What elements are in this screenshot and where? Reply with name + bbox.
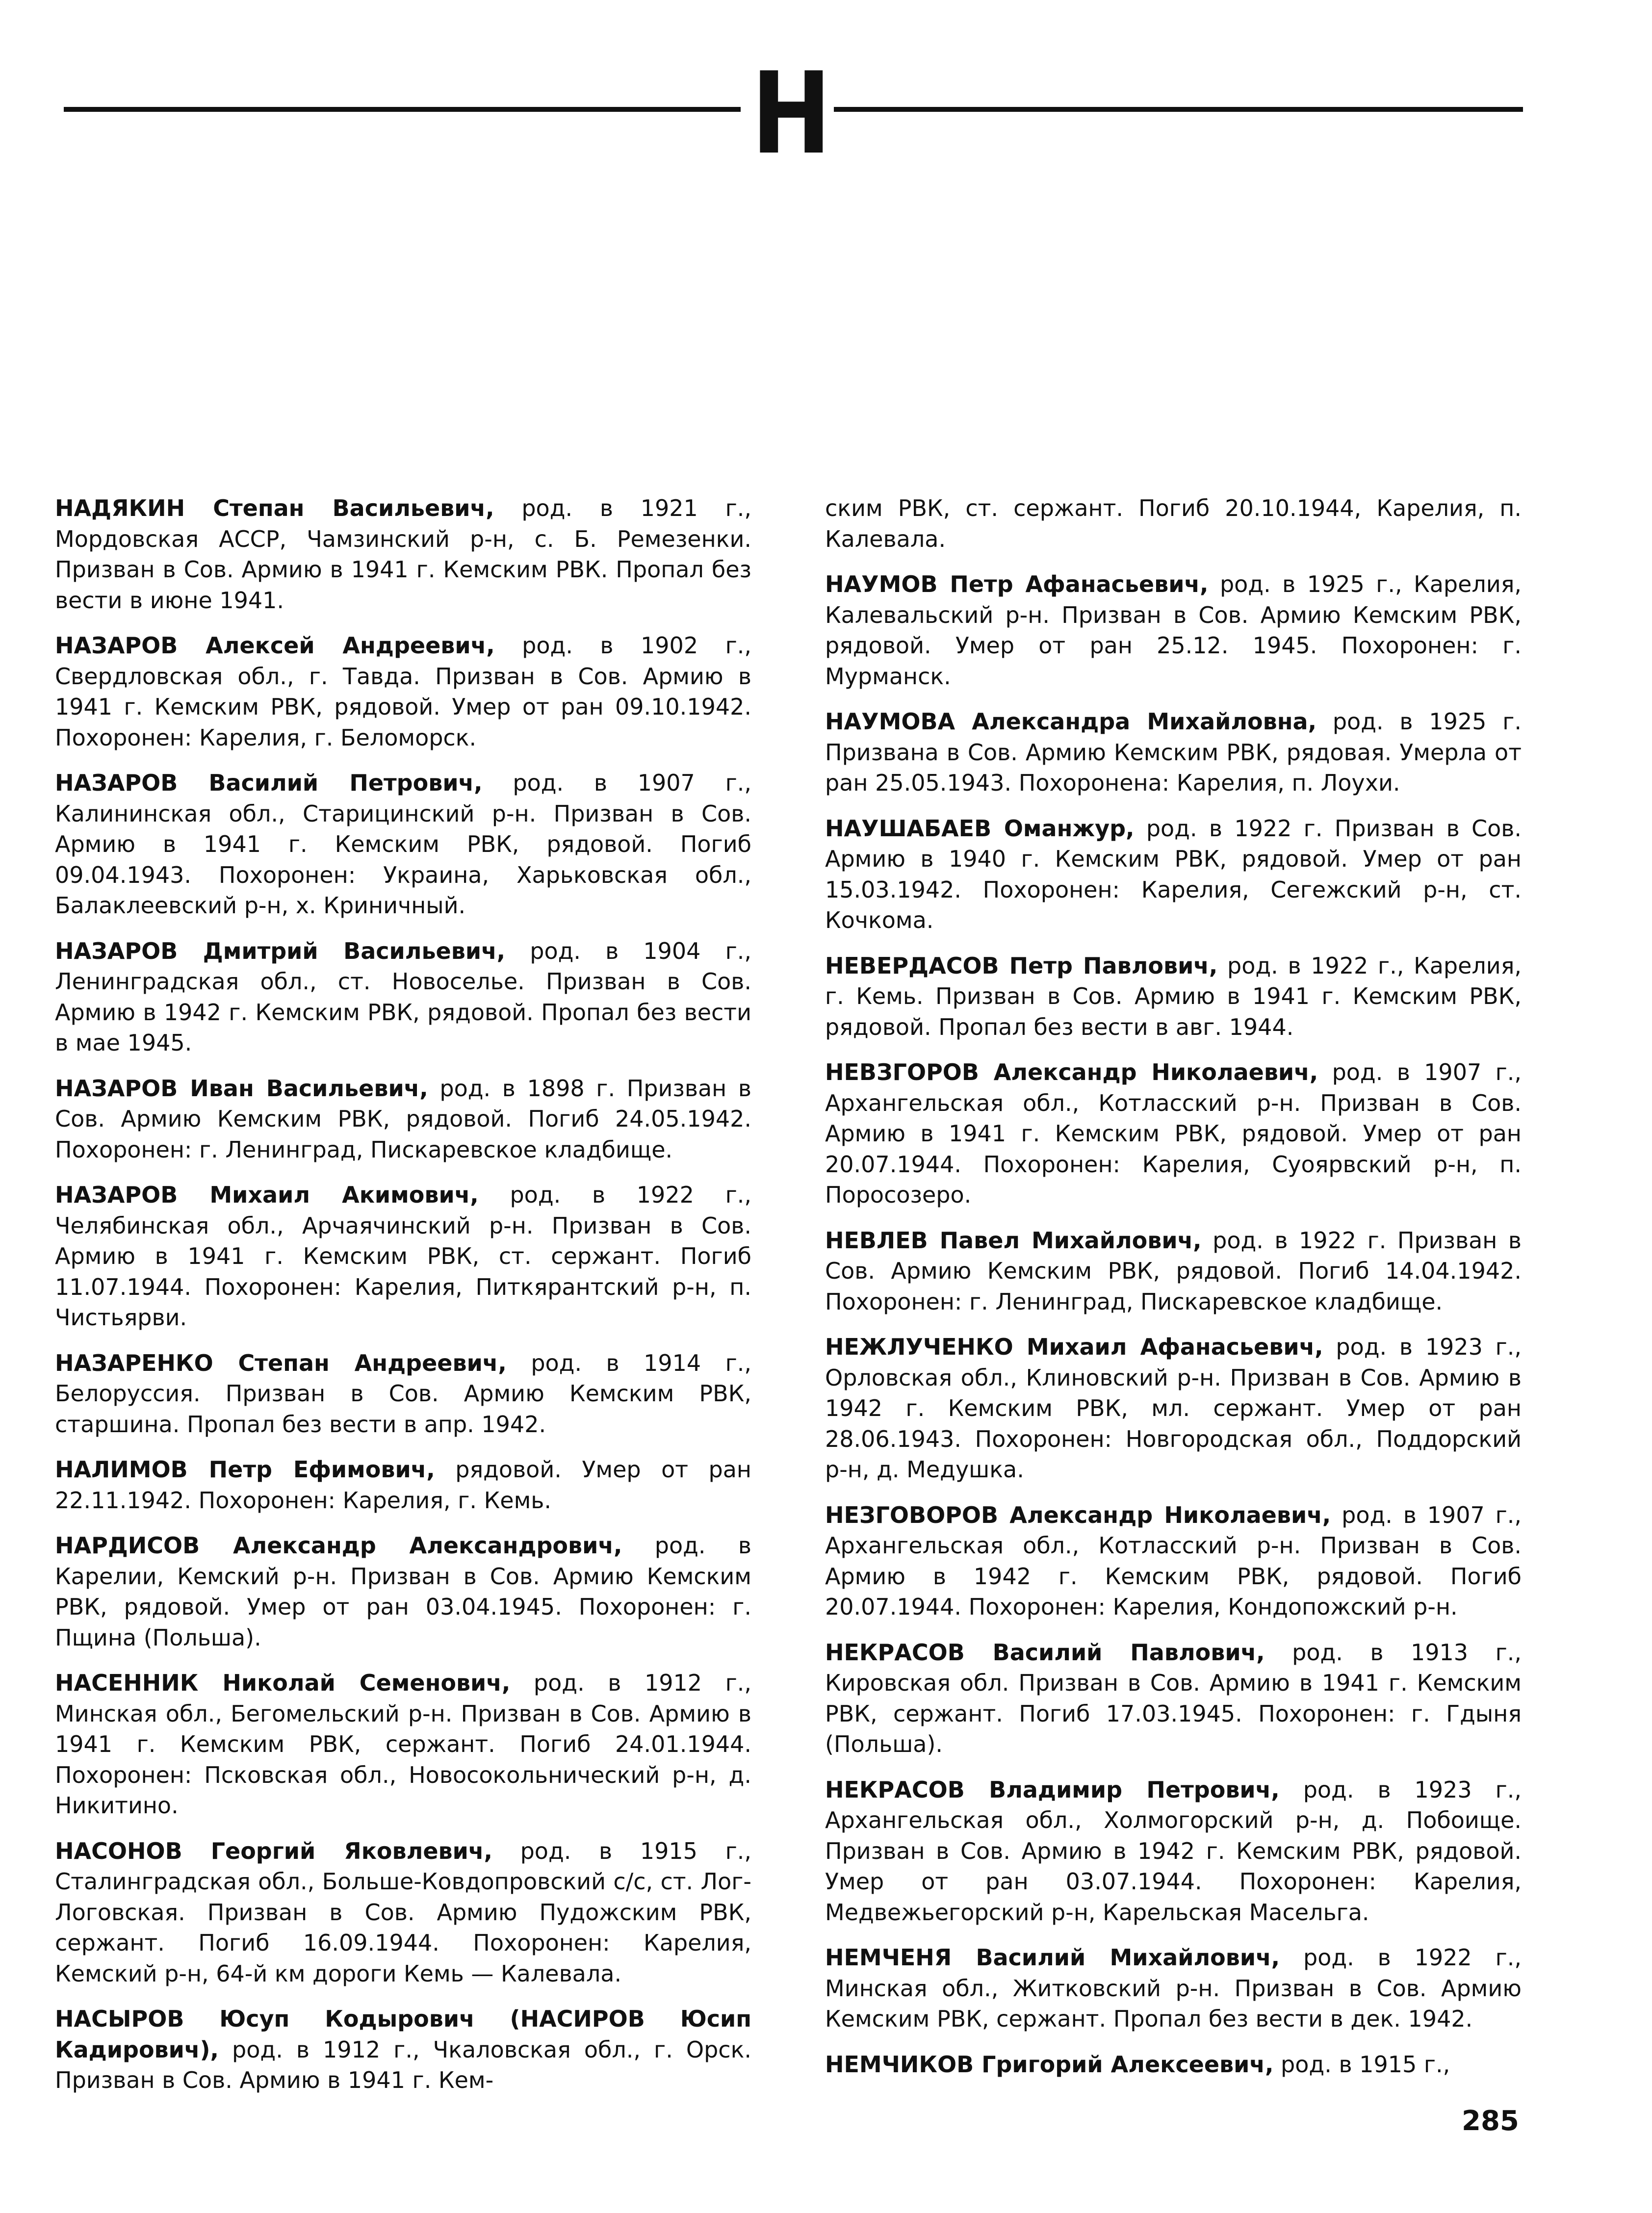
entry-name: НЕВЗГОРОВ Александр Николаевич, [825, 1059, 1318, 1085]
entry-name: НАУШАБАЕВ Оманжур, [825, 815, 1135, 842]
entry-name: НАЗАРОВ Иван Васильевич, [55, 1075, 428, 1102]
entry-name: НАЗАРЕНКО Степан Андреевич, [55, 1349, 507, 1376]
section-letter: Н [751, 49, 832, 180]
entry-text: род. в 1925 г., Карелия, Калевальский р-н. Призван в Сов. Армию Кемским РВК, рядовой. Умер от ран 25.12. 1945. Похоронен: г. Мурманск. [825, 571, 1522, 690]
entry-name: НАСОНОВ Георгий Яковлевич, [55, 1837, 492, 1864]
right-column [825, 493, 1522, 2094]
entry-name: НАЗАРОВ Василий Петрович, [55, 770, 483, 796]
entry-name: НЕМЧИКОВ Григорий Алексеевич, [825, 2051, 1274, 2078]
entry [825, 706, 1522, 798]
entry [55, 1668, 751, 1821]
entry-name: НАЗАРОВ Алексей Андреевич, [55, 632, 495, 659]
entry-text: род. в 1898 г. Призван в Сов. Армию Кемским РВК, рядовой. Погиб 24.05.1942. Похоронен: г. Ленинград, Пискаревское кладбище. [55, 1075, 751, 1163]
entry-text: род. в 1912 г., Минская обл., Бегомельский р-н. Призван в Сов. Армию в 1941 г. Кемским РВК, сержант. Погиб 24.01.1944. Похоронен: Псковская обл., Новосокольнический р-н, д. Никитино. [55, 1670, 751, 1819]
entry-text: род. в 1923 г., Архангельская обл., Холмогорский р-н, д. Побоище. Призван в Сов. Армию в 1942 г. Кемским РВК, рядовой. Умер от ран 03.07.1944. Похоронен: Карелия, Медвежьегорский р-н, Карельская Масельга. [825, 1776, 1522, 1926]
entry [825, 2049, 1522, 2080]
entry [55, 2004, 751, 2096]
entry [55, 1348, 751, 1440]
entry-text: род. в 1907 г., Калининская обл., Старицинский р-н. Призван в Сов. Армию в 1941 г. Кемским РВК, рядовой. Погиб 09.04.1943. Похоронен: Украина, Харьковская обл., Балаклеевский р-н, х. Криничный. [55, 770, 751, 919]
entry-text: род. в 1923 г., Орловская обл., Клиновский р-н. Призван в Сов. Армию в 1942 г. Кемским РВК, мл. сержант. Умер от ран 28.06.1943. Похоронен: Новгородская обл., Поддорский р-н, д. Медушка. [825, 1334, 1522, 1483]
entry-text: ским РВК, ст. сержант. Погиб 20.10.1944, Карелия, п. Калевала. [825, 495, 1522, 552]
entry [825, 493, 1522, 554]
entry-name: НАСЫРОВ Юсуп Кодырович (НАСИРОВ Юсип Кадирович), [55, 2006, 751, 2063]
entry-text: род. в 1922 г., Карелия, г. Кемь. Призван в Сов. Армию в 1941 г. Кемским РВК, рядовой. Пропал без вести в авг. 1944. [825, 952, 1522, 1040]
header-rule-left [64, 107, 741, 112]
entry [825, 1500, 1522, 1622]
entry [825, 1637, 1522, 1760]
entry-text: род. в 1904 г., Ленинградская обл., ст. Новоселье. Призван в Сов. Армию в 1942 г. Кемским РВК, рядовой. Пропал без вести в мае 1945. [55, 937, 751, 1056]
entry-name: НАЗАРОВ Дмитрий Васильевич, [55, 937, 506, 964]
entry [825, 1775, 1522, 1928]
entry-name: НЕКРАСОВ Василий Павлович, [825, 1639, 1265, 1666]
entry-name: НАУМОВА Александра Михайловна, [825, 708, 1317, 735]
entry [55, 936, 751, 1058]
entry [55, 493, 751, 616]
entry-text: род. в 1922 г., Минская обл., Житковский р-н. Призван в Сов. Армию Кемским РВК, сержант. Пропал без вести в дек. 1942. [825, 1944, 1522, 2032]
entry-text: род. в 1902 г., Свердловская обл., г. Тавда. Призван в Сов. Армию в 1941 г. Кемским РВК, рядовой. Умер от ран 09.10.1942. Похоронен: Карелия, г. Беломорск. [55, 632, 751, 751]
entry [55, 1836, 751, 1989]
entry-name: НАДЯКИН Степан Васильевич, [55, 495, 494, 521]
entry [55, 1530, 751, 1653]
entry [55, 1454, 751, 1516]
entry-text: род. в 1925 г. Призвана в Сов. Армию Кемским РВК, рядовая. Умерла от ран 25.05.1943. Похоронена: Карелия, п. Лоухи. [825, 708, 1522, 796]
entry [55, 630, 751, 753]
page-number: 285 [1462, 2105, 1519, 2137]
entry-text: род. в 1922 г. Призван в Сов. Армию в 1940 г. Кемским РВК, рядовой. Умер от ран 15.03.1942. Похоронен: Карелия, Сегежский р-н, ст. Кочкома. [825, 815, 1522, 933]
entry-text: род. в 1913 г., Кировская обл. Призван в Сов. Армию в 1941 г. Кемским РВК, сержант. Погиб 17.03.1945. Похоронен: г. Гдыня (Польша). [825, 1639, 1522, 1757]
entry [825, 1057, 1522, 1210]
entry [825, 1942, 1522, 2034]
entry-name: НЕЖЛУЧЕНКО Михаил Афанасьевич, [825, 1334, 1323, 1360]
entry-name: НАЛИМОВ Петр Ефимович, [55, 1456, 435, 1483]
entry-name: НЕВЛЕВ Павел Михайлович, [825, 1227, 1202, 1254]
entry [825, 569, 1522, 692]
entry-text: род. в 1915 г., [1273, 2051, 1450, 2078]
entry-text: род. в 1914 г., Белоруссия. Призван в Сов. Армию Кемским РВК, старшина. Пропал без вести в апр. 1942. [55, 1349, 751, 1438]
entry [55, 768, 751, 921]
entry-text: род. в 1922 г. Призван в Сов. Армию Кемским РВК, рядовой. Погиб 14.04.1942. Похоронен: г. Ленинград, Пискаревское кладбище. [825, 1227, 1522, 1315]
entry-name: НЕМЧЕНЯ Василий Михайлович, [825, 1944, 1280, 1971]
entry [55, 1180, 751, 1333]
entry-name: НЕВЕРДАСОВ Петр Павлович, [825, 952, 1218, 979]
entry-name: НАУМОВ Петр Афанасьевич, [825, 571, 1209, 597]
entry-text: рядовой. Умер от ран 22.11.1942. Похоронен: Карелия, г. Кемь. [55, 1456, 752, 1514]
entry-text: род. в 1915 г., Сталинградская обл., Больше-Ковдопровский с/с, ст. Лог-Логовская. Призван в Сов. Армию Пудожским РВК, сержант. Погиб 16.09.1944. Похоронен: Карелия, Кемский р-н, 64-й км дороги Кемь — Калевала. [55, 1837, 751, 1987]
entry [825, 1332, 1522, 1485]
entry-name: НАРДИСОВ Александр Александрович, [55, 1532, 622, 1559]
entry [55, 1073, 751, 1165]
entry-text: род. в 1912 г., Чкаловская обл., г. Орск. Призван в Сов. Армию в 1941 г. Кем- [55, 2036, 751, 2093]
entry-text: род. в 1907 г., Архангельская обл., Котласский р-н. Призван в Сов. Армию в 1941 г. Кемским РВК, рядовой. Умер от ран 20.07.1944. Похоронен: Карелия, Суоярвский р-н, п. Поросозеро. [825, 1059, 1522, 1208]
entry [825, 951, 1522, 1043]
entry-text: род. в 1907 г., Архангельская обл., Котласский р-н. Призван в Сов. Армию в 1942 г. Кемским РВК, рядовой. Погиб 20.07.1944. Похоронен: Карелия, Кондопожский р-н. [825, 1501, 1522, 1620]
entry-text: род. в Карелии, Кемский р-н. Призван в Сов. Армию Кемским РВК, рядовой. Умер от ран 03.04.1945. Похоронен: г. Пщина (Польша). [55, 1532, 751, 1651]
entry-name: НЕЗГОВОРОВ Александр Николаевич, [825, 1501, 1331, 1528]
entry-name: НАСЕННИК Николай Семенович, [55, 1670, 511, 1696]
entry-text: род. в 1921 г., Мордовская АССР, Чамзинский р-н, с. Б. Ремезенки. Призван в Сов. Армию в 1941 г. Кемским РВК. Пропал без вести в июне 1941. [55, 495, 751, 614]
left-column [55, 493, 751, 2110]
entry-text: род. в 1922 г., Челябинская обл., Арчаячинский р-н. Призван в Сов. Армию в 1941 г. Кемским РВК, ст. сержант. Погиб 11.07.1944. Похоронен: Карелия, Питкярантский р-н, п. Чистьярви. [55, 1182, 751, 1331]
header-rule-right [834, 107, 1523, 112]
entry-name: НАЗАРОВ Михаил Акимович, [55, 1182, 479, 1208]
entry [825, 813, 1522, 936]
entry [825, 1225, 1522, 1317]
entry-name: НЕКРАСОВ Владимир Петрович, [825, 1776, 1280, 1803]
